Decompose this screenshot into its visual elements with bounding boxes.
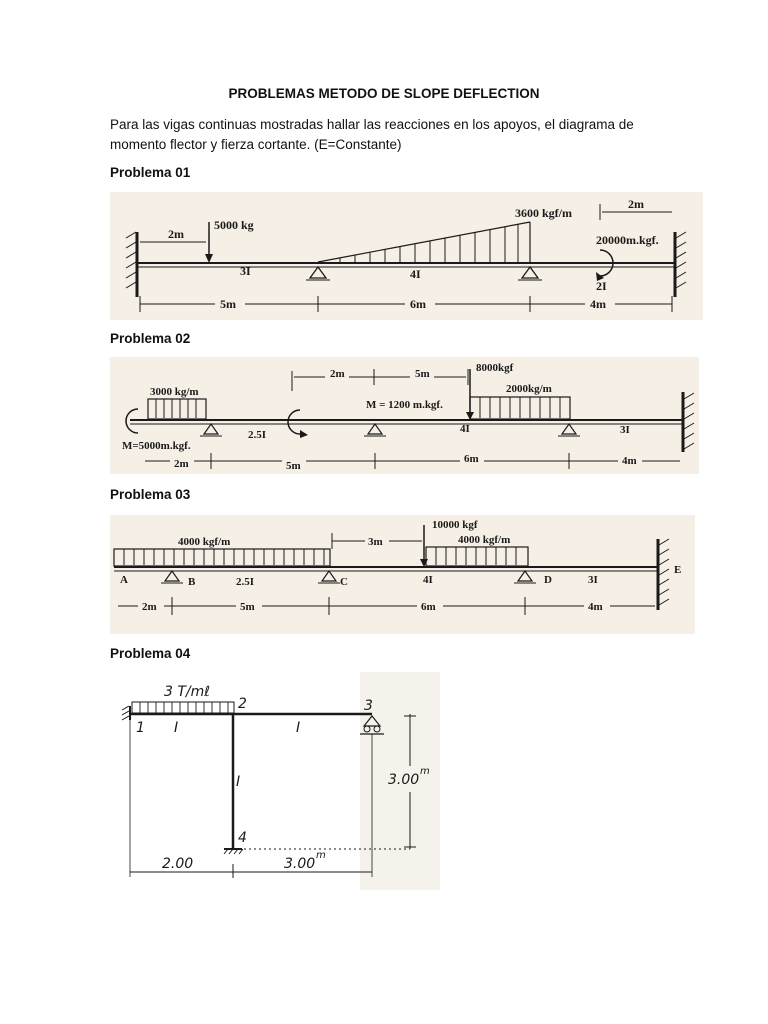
p03-dim-6m: 6m (421, 601, 436, 613)
p02-dim-4m: 4m (622, 455, 637, 467)
p04-inertia-left: I (174, 720, 179, 736)
p02-span3-inertia: 3I (620, 424, 630, 436)
p02-moment-mid: M = 1200 m.kgf. (366, 399, 443, 411)
p01-span3-inertia: 2I (596, 279, 607, 293)
p02-moment-left: M=5000m.kgf. (122, 440, 191, 452)
p03-node-a: A (120, 574, 128, 586)
p01-point-load: 5000 kg (214, 218, 254, 232)
p04-node-3: 3 (364, 698, 373, 714)
p01-span1-inertia: 3I (240, 264, 251, 278)
p03-span3-inertia: 3I (588, 574, 598, 586)
problem-04-label: Problema 04 (110, 646, 191, 661)
p02-dim-2m-top: 2m (330, 368, 345, 380)
p04-inertia-column: I (236, 774, 241, 790)
p02-dim-6m: 6m (464, 453, 479, 465)
p02-span1-inertia: 2.5I (248, 429, 267, 441)
p03-distributed-load-1: 4000 kgf/m (178, 536, 231, 548)
p02-distributed-load-2: 2000kg/m (506, 383, 552, 395)
p03-node-e: E (674, 564, 682, 576)
p01-distributed-load: 3600 kgf/m (515, 206, 572, 220)
p04-inertia-right: I (296, 720, 301, 736)
problem-01-label: Problema 01 (110, 165, 191, 180)
page-title: PROBLEMAS METODO DE SLOPE DEFLECTION (228, 86, 540, 101)
p04-node-2: 2 (238, 696, 247, 712)
problem-01-figure (110, 192, 703, 320)
p01-span3-length: 4m (590, 297, 606, 311)
p03-distributed-load-2: 4000 kgf/m (458, 534, 511, 546)
p03-dim-3m: 3m (368, 536, 383, 548)
p04-load: 3 T/mℓ (164, 684, 211, 700)
p04-dim-left: 2.00 (162, 856, 194, 872)
p03-point-load: 10000 kgf (432, 519, 478, 531)
p02-point-load: 8000kgf (476, 362, 514, 374)
p01-dim-2m-b: 2m (628, 197, 644, 211)
p04-dim-right-unit: m (316, 850, 326, 861)
problem-02-figure (110, 357, 699, 474)
problem-02-label: Problema 02 (110, 331, 191, 346)
p03-span2-inertia: 4I (423, 574, 433, 586)
p01-moment: 20000m.kgf. (596, 233, 659, 247)
p03-node-c: C (340, 576, 348, 588)
p04-node-4: 4 (238, 830, 247, 846)
p03-dim-2m: 2m (142, 601, 157, 613)
p03-dim-4m: 4m (588, 601, 603, 613)
p02-dim-5m-top: 5m (415, 368, 430, 380)
p03-dim-5m: 5m (240, 601, 255, 613)
p03-span1-inertia: 2.5I (236, 576, 255, 588)
problem-03-label: Problema 03 (110, 487, 191, 502)
intro-paragraph: Para las vigas continuas mostradas hallar las reacciones en los apoyos, el diagrama de momento flector y fierza cortante. (E=Constante) (110, 117, 634, 152)
p04-dim-right: 3.00 (284, 856, 316, 872)
p02-dim-5m: 5m (286, 460, 301, 472)
p01-span2-length: 6m (410, 297, 426, 311)
p01-span1-length: 5m (220, 297, 236, 311)
problem-04-figure (110, 672, 440, 890)
p03-node-d: D (544, 574, 552, 586)
problem-03-figure (110, 515, 695, 634)
p04-height-unit: m (420, 766, 430, 777)
p04-height: 3.00 (388, 772, 420, 788)
p04-node-1: 1 (136, 720, 145, 736)
p02-span2-inertia: 4I (460, 423, 470, 435)
p01-dim-2m-a: 2m (168, 227, 184, 241)
p03-node-b: B (188, 576, 196, 588)
p02-distributed-load-1: 3000 kg/m (150, 386, 199, 398)
p02-dim-2m: 2m (174, 458, 189, 470)
p01-span2-inertia: 4I (410, 267, 421, 281)
